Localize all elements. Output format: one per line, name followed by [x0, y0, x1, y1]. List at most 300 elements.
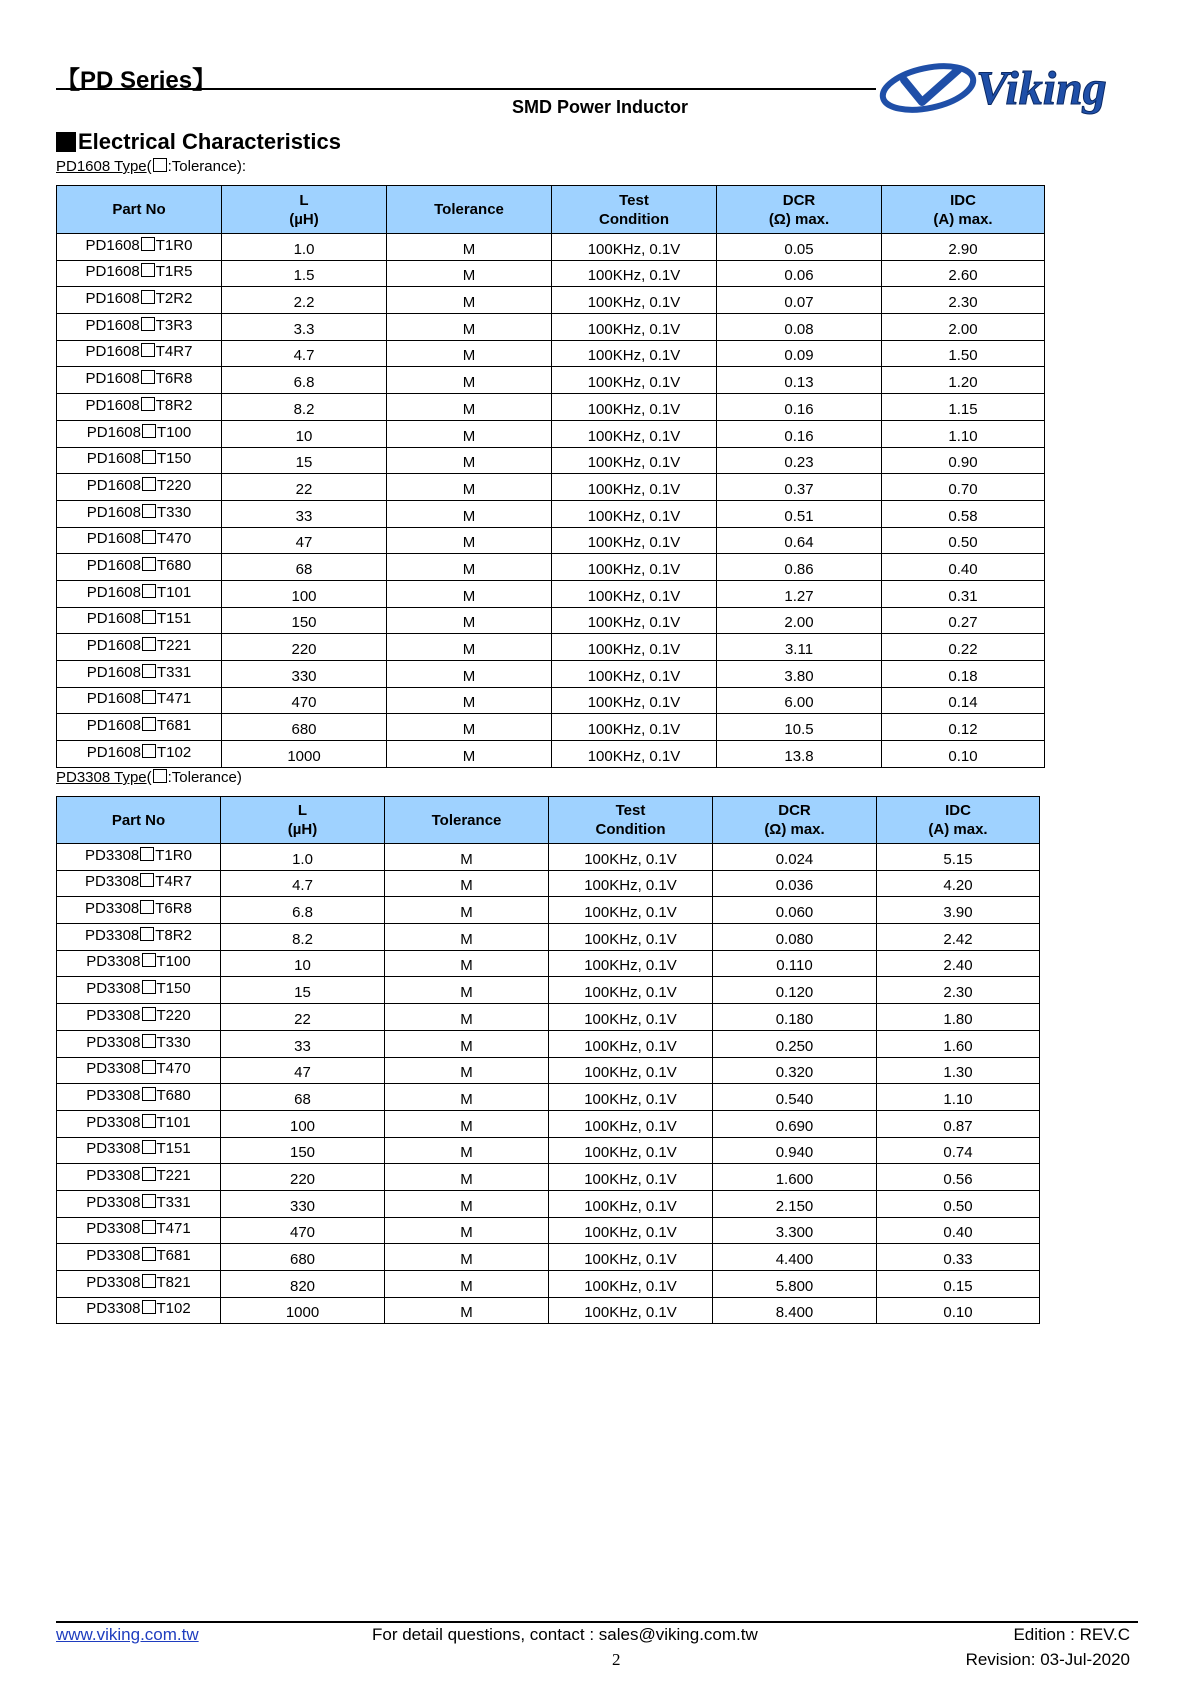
test-condition-cell: 100KHz, 0.1V [549, 1217, 713, 1244]
pd1608-table-body [57, 234, 1045, 768]
inductance-cell: 3.3 [222, 314, 387, 341]
tolerance-box-icon [142, 530, 156, 544]
dcr-cell: 0.540 [713, 1084, 877, 1111]
idc-cell: 0.27 [882, 607, 1045, 634]
tolerance-cell: M [385, 1030, 549, 1057]
test-condition-cell: 100KHz, 0.1V [549, 870, 713, 897]
part-number-cell: PD3308 T220 [57, 1004, 221, 1031]
tolerance-box-icon [142, 980, 156, 994]
table-row [57, 1164, 1040, 1191]
tolerance-cell: M [387, 287, 552, 314]
tolerance-cell: M [387, 661, 552, 688]
table1-caption [56, 158, 246, 175]
tolerance-box-icon [142, 450, 156, 464]
inductance-cell: 47 [221, 1057, 385, 1084]
test-condition-cell: 100KHz, 0.1V [549, 924, 713, 951]
dcr-cell: 0.690 [713, 1110, 877, 1137]
table-row [57, 287, 1045, 314]
table-row [57, 260, 1045, 287]
tolerance-box-icon [142, 1194, 156, 1208]
inductance-cell: 680 [221, 1244, 385, 1271]
tolerance-box-icon [142, 1007, 156, 1021]
inductance-cell: 8.2 [222, 394, 387, 421]
test-condition-cell: 100KHz, 0.1V [549, 1004, 713, 1031]
idc-cell: 0.56 [877, 1164, 1040, 1191]
inductance-cell: 100 [221, 1110, 385, 1137]
inductance-cell: 4.7 [221, 870, 385, 897]
tolerance-cell: M [385, 897, 549, 924]
tolerance-box-icon [141, 370, 155, 384]
inductance-cell: 150 [222, 607, 387, 634]
idc-cell: 1.10 [877, 1084, 1040, 1111]
table-row [57, 554, 1045, 581]
dcr-cell: 0.250 [713, 1030, 877, 1057]
dcr-cell: 0.060 [713, 897, 877, 924]
tolerance-box-icon [141, 263, 155, 277]
tolerance-box-icon [142, 1300, 156, 1314]
dcr-cell: 0.036 [713, 870, 877, 897]
tolerance-box-icon [153, 769, 167, 783]
idc-cell: 2.42 [877, 924, 1040, 951]
idc-cell: 0.87 [877, 1110, 1040, 1137]
part-number-cell: PD1608 T150 [57, 447, 222, 474]
dcr-cell: 0.080 [713, 924, 877, 951]
inductance-cell: 1000 [222, 741, 387, 768]
table-row [57, 607, 1045, 634]
table-row [57, 580, 1045, 607]
tolerance-cell: M [387, 714, 552, 741]
part-number-cell: PD1608 T1R5 [57, 260, 222, 287]
idc-cell: 0.74 [877, 1137, 1040, 1164]
table1-type: PD1608 Type [56, 158, 147, 175]
tolerance-box-icon [142, 690, 156, 704]
table-row [57, 1084, 1040, 1111]
tolerance-cell: M [385, 924, 549, 951]
tolerance-cell: M [387, 500, 552, 527]
pd1608-spec-table [56, 185, 1045, 768]
dcr-cell: 4.400 [713, 1244, 877, 1271]
idc-cell: 2.30 [882, 287, 1045, 314]
tolerance-box-icon [142, 1140, 156, 1154]
tolerance-cell: M [387, 607, 552, 634]
table-row [57, 500, 1045, 527]
test-condition-cell: 100KHz, 0.1V [552, 260, 717, 287]
idc-cell: 0.18 [882, 661, 1045, 688]
tolerance-box-icon [140, 900, 154, 914]
dcr-cell: 5.800 [713, 1271, 877, 1298]
tolerance-cell: M [387, 447, 552, 474]
test-condition-cell: 100KHz, 0.1V [549, 1271, 713, 1298]
table-row [57, 234, 1045, 261]
inductance-cell: 6.8 [221, 897, 385, 924]
tolerance-cell: M [385, 1190, 549, 1217]
test-condition-cell: 100KHz, 0.1V [552, 634, 717, 661]
table-row [57, 1030, 1040, 1057]
test-condition-cell: 100KHz, 0.1V [552, 527, 717, 554]
inductance-cell: 1.5 [222, 260, 387, 287]
series-title: 【PD Series】 [56, 67, 217, 94]
col-header-part-no: Part No [57, 797, 221, 844]
table2-caption [56, 769, 242, 786]
heading-square-icon [56, 132, 76, 152]
col-header-test-condition: Test Condition [552, 186, 717, 234]
idc-cell: 0.10 [877, 1297, 1040, 1324]
col-header-dcr: DCR (Ω) max. [717, 186, 882, 234]
idc-cell: 0.33 [877, 1244, 1040, 1271]
inductance-cell: 1.0 [222, 234, 387, 261]
test-condition-cell: 100KHz, 0.1V [552, 340, 717, 367]
part-number-cell: PD1608 T8R2 [57, 394, 222, 421]
test-condition-cell: 100KHz, 0.1V [552, 474, 717, 501]
table-row [57, 1190, 1040, 1217]
test-condition-cell: 100KHz, 0.1V [549, 977, 713, 1004]
table2-type: PD3308 Type [56, 769, 147, 786]
tolerance-box-icon [142, 744, 156, 758]
col-header-part-no: Part No [57, 186, 222, 234]
dcr-cell: 1.27 [717, 580, 882, 607]
idc-cell: 1.60 [877, 1030, 1040, 1057]
idc-cell: 0.15 [877, 1271, 1040, 1298]
inductance-cell: 1000 [221, 1297, 385, 1324]
tolerance-box-icon [140, 873, 154, 887]
part-number-cell: PD1608 T331 [57, 661, 222, 688]
tolerance-cell: M [385, 1084, 549, 1111]
part-number-cell: PD3308 T331 [57, 1190, 221, 1217]
tolerance-box-icon [140, 847, 154, 861]
part-number-cell: PD3308 T471 [57, 1217, 221, 1244]
idc-cell: 0.22 [882, 634, 1045, 661]
revision-text: Revision: 03-Jul-2020 [965, 1650, 1130, 1669]
test-condition-cell: 100KHz, 0.1V [552, 234, 717, 261]
test-condition-cell: 100KHz, 0.1V [552, 447, 717, 474]
dcr-cell: 2.150 [713, 1190, 877, 1217]
tolerance-box-icon [142, 477, 156, 491]
document-subtitle: SMD Power Inductor [511, 97, 688, 117]
part-number-cell: PD3308 T8R2 [57, 924, 221, 951]
tolerance-box-icon [141, 290, 155, 304]
part-number-cell: PD1608 T330 [57, 500, 222, 527]
pd3308-table-body [57, 844, 1040, 1324]
inductance-cell: 68 [222, 554, 387, 581]
tolerance-cell: M [387, 554, 552, 581]
dcr-cell: 3.80 [717, 661, 882, 688]
inductance-cell: 22 [222, 474, 387, 501]
part-number-cell: PD1608 T6R8 [57, 367, 222, 394]
viking-logo [876, 54, 1152, 122]
tolerance-cell: M [385, 1137, 549, 1164]
tolerance-cell: M [385, 844, 549, 871]
dcr-cell: 0.16 [717, 394, 882, 421]
tolerance-box-icon [153, 158, 167, 172]
part-number-cell: PD1608 T680 [57, 554, 222, 581]
tolerance-box-icon [142, 424, 156, 438]
part-number-cell: PD1608 T102 [57, 741, 222, 768]
dcr-cell: 0.940 [713, 1137, 877, 1164]
table-row [57, 661, 1045, 688]
tolerance-cell: M [385, 870, 549, 897]
tolerance-box-icon [142, 637, 156, 651]
dcr-cell: 10.5 [717, 714, 882, 741]
test-condition-cell: 100KHz, 0.1V [549, 1297, 713, 1324]
dcr-cell: 0.64 [717, 527, 882, 554]
tolerance-cell: M [385, 1004, 549, 1031]
page-number: 2 [612, 1650, 621, 1669]
inductance-cell: 33 [222, 500, 387, 527]
test-condition-cell: 100KHz, 0.1V [552, 661, 717, 688]
tolerance-box-icon [141, 397, 155, 411]
tolerance-box-icon [142, 610, 156, 624]
part-number-cell: PD1608 T4R7 [57, 340, 222, 367]
inductance-cell: 15 [221, 977, 385, 1004]
test-condition-cell: 100KHz, 0.1V [552, 554, 717, 581]
dcr-cell: 0.320 [713, 1057, 877, 1084]
inductance-cell: 22 [221, 1004, 385, 1031]
test-condition-cell: 100KHz, 0.1V [552, 687, 717, 714]
table-row [57, 1271, 1040, 1298]
part-number-cell: PD1608 T1R0 [57, 234, 222, 261]
part-number-cell: PD3308 T821 [57, 1271, 221, 1298]
inductance-cell: 68 [221, 1084, 385, 1111]
dcr-cell: 0.16 [717, 420, 882, 447]
col-header-inductance: L (µH) [221, 797, 385, 844]
dcr-cell: 2.00 [717, 607, 882, 634]
idc-cell: 0.50 [877, 1190, 1040, 1217]
table-row [57, 714, 1045, 741]
inductance-cell: 1.0 [221, 844, 385, 871]
section-heading [56, 129, 341, 155]
test-condition-cell: 100KHz, 0.1V [549, 1244, 713, 1271]
dcr-cell: 0.05 [717, 234, 882, 261]
idc-cell: 1.10 [882, 420, 1045, 447]
part-number-cell: PD3308 T681 [57, 1244, 221, 1271]
tolerance-box-icon [141, 343, 155, 357]
tolerance-box-icon [142, 584, 156, 598]
inductance-cell: 10 [222, 420, 387, 447]
idc-cell: 0.58 [882, 500, 1045, 527]
idc-cell: 2.30 [877, 977, 1040, 1004]
part-number-cell: PD1608 T100 [57, 420, 222, 447]
inductance-cell: 680 [222, 714, 387, 741]
part-number-cell: PD1608 T101 [57, 580, 222, 607]
idc-cell: 1.30 [877, 1057, 1040, 1084]
inductance-cell: 100 [222, 580, 387, 607]
idc-cell: 0.90 [882, 447, 1045, 474]
inductance-cell: 10 [221, 950, 385, 977]
tolerance-cell: M [387, 527, 552, 554]
tolerance-cell: M [385, 1217, 549, 1244]
test-condition-cell: 100KHz, 0.1V [552, 367, 717, 394]
dcr-cell: 6.00 [717, 687, 882, 714]
edition-text: Edition : REV.C [1013, 1625, 1130, 1644]
idc-cell: 0.12 [882, 714, 1045, 741]
tolerance-box-icon [142, 1034, 156, 1048]
dcr-cell: 0.37 [717, 474, 882, 501]
tolerance-cell: M [387, 314, 552, 341]
idc-cell: 1.50 [882, 340, 1045, 367]
table-row [57, 924, 1040, 951]
inductance-cell: 220 [221, 1164, 385, 1191]
viking-emblem-icon [879, 59, 977, 117]
test-condition-cell: 100KHz, 0.1V [552, 500, 717, 527]
test-condition-cell: 100KHz, 0.1V [552, 394, 717, 421]
part-number-cell: PD3308 T680 [57, 1084, 221, 1111]
tolerance-cell: M [387, 634, 552, 661]
table1-caption-post: :Tolerance): [167, 158, 246, 175]
tolerance-box-icon [141, 237, 155, 251]
test-condition-cell: 100KHz, 0.1V [549, 1110, 713, 1137]
section-heading-text: Electrical Characteristics [78, 129, 341, 154]
tolerance-cell: M [385, 1244, 549, 1271]
tolerance-cell: M [385, 1164, 549, 1191]
tolerance-box-icon [142, 1220, 156, 1234]
dcr-cell: 3.11 [717, 634, 882, 661]
test-condition-cell: 100KHz, 0.1V [552, 714, 717, 741]
tolerance-cell: M [385, 1057, 549, 1084]
part-number-cell: PD3308 T102 [57, 1297, 221, 1324]
part-number-cell: PD3308 T100 [57, 950, 221, 977]
tolerance-cell: M [387, 340, 552, 367]
table-row [57, 634, 1045, 661]
tolerance-box-icon [142, 1060, 156, 1074]
idc-cell: 1.20 [882, 367, 1045, 394]
tolerance-box-icon [142, 1167, 156, 1181]
tolerance-cell: M [385, 977, 549, 1004]
test-condition-cell: 100KHz, 0.1V [552, 287, 717, 314]
tolerance-box-icon [142, 1247, 156, 1261]
table-row [57, 1110, 1040, 1137]
website-link[interactable]: www.viking.com.tw [56, 1625, 199, 1644]
tolerance-cell: M [385, 1297, 549, 1324]
table-row [57, 420, 1045, 447]
part-number-cell: PD3308 T101 [57, 1110, 221, 1137]
inductance-cell: 820 [221, 1271, 385, 1298]
part-number-cell: PD1608 T471 [57, 687, 222, 714]
table-row [57, 1217, 1040, 1244]
table-row [57, 474, 1045, 501]
dcr-cell: 0.23 [717, 447, 882, 474]
part-number-cell: PD3308 T151 [57, 1137, 221, 1164]
idc-cell: 0.31 [882, 580, 1045, 607]
part-number-cell: PD1608 T681 [57, 714, 222, 741]
idc-cell: 0.40 [877, 1217, 1040, 1244]
col-header-inductance: L (µH) [222, 186, 387, 234]
tolerance-cell: M [385, 950, 549, 977]
table-row [57, 741, 1045, 768]
tolerance-box-icon [141, 317, 155, 331]
table-row [57, 977, 1040, 1004]
footer-rule [56, 1621, 1138, 1623]
table-row [57, 1137, 1040, 1164]
idc-cell: 4.20 [877, 870, 1040, 897]
tolerance-box-icon [142, 717, 156, 731]
dcr-cell: 13.8 [717, 741, 882, 768]
dcr-cell: 0.13 [717, 367, 882, 394]
contact-text: For detail questions, contact : sales@viking.com.tw [372, 1625, 758, 1644]
inductance-cell: 150 [221, 1137, 385, 1164]
inductance-cell: 33 [221, 1030, 385, 1057]
table-row [57, 844, 1040, 871]
tolerance-box-icon [142, 1274, 156, 1288]
inductance-cell: 6.8 [222, 367, 387, 394]
viking-wordmark: Viking [976, 62, 1107, 115]
table1-caption-pre: ( [146, 158, 152, 175]
dcr-cell: 0.86 [717, 554, 882, 581]
table-row [57, 687, 1045, 714]
part-number-cell: PD1608 T151 [57, 607, 222, 634]
part-number-cell: PD3308 T330 [57, 1030, 221, 1057]
col-header-idc: IDC (A) max. [882, 186, 1045, 234]
part-number-cell: PD1608 T470 [57, 527, 222, 554]
inductance-cell: 47 [222, 527, 387, 554]
table-row [57, 527, 1045, 554]
tolerance-cell: M [387, 741, 552, 768]
test-condition-cell: 100KHz, 0.1V [552, 314, 717, 341]
dcr-cell: 0.08 [717, 314, 882, 341]
part-number-cell: PD1608 T220 [57, 474, 222, 501]
col-header-test-condition: Test Condition [549, 797, 713, 844]
idc-cell: 5.15 [877, 844, 1040, 871]
table-row [57, 1297, 1040, 1324]
test-condition-cell: 100KHz, 0.1V [552, 741, 717, 768]
dcr-cell: 0.110 [713, 950, 877, 977]
table-row [57, 447, 1045, 474]
tolerance-box-icon [142, 953, 156, 967]
tolerance-box-icon [142, 504, 156, 518]
dcr-cell: 0.120 [713, 977, 877, 1004]
tolerance-cell: M [387, 260, 552, 287]
table-row [57, 897, 1040, 924]
dcr-cell: 0.024 [713, 844, 877, 871]
table2-caption-pre: ( [146, 769, 152, 786]
table-row [57, 1244, 1040, 1271]
tolerance-box-icon [142, 557, 156, 571]
dcr-cell: 0.06 [717, 260, 882, 287]
table-row [57, 340, 1045, 367]
inductance-cell: 8.2 [221, 924, 385, 951]
table-row [57, 314, 1045, 341]
tolerance-cell: M [387, 474, 552, 501]
idc-cell: 0.50 [882, 527, 1045, 554]
dcr-cell: 3.300 [713, 1217, 877, 1244]
idc-cell: 2.40 [877, 950, 1040, 977]
tolerance-box-icon [142, 664, 156, 678]
table-row [57, 394, 1045, 421]
inductance-cell: 220 [222, 634, 387, 661]
part-number-cell: PD3308 T150 [57, 977, 221, 1004]
dcr-cell: 0.09 [717, 340, 882, 367]
idc-cell: 0.14 [882, 687, 1045, 714]
dcr-cell: 0.07 [717, 287, 882, 314]
test-condition-cell: 100KHz, 0.1V [549, 844, 713, 871]
idc-cell: 0.10 [882, 741, 1045, 768]
tolerance-cell: M [385, 1271, 549, 1298]
idc-cell: 0.70 [882, 474, 1045, 501]
inductance-cell: 470 [221, 1217, 385, 1244]
inductance-cell: 330 [222, 661, 387, 688]
col-header-tolerance: Tolerance [385, 797, 549, 844]
test-condition-cell: 100KHz, 0.1V [549, 950, 713, 977]
test-condition-cell: 100KHz, 0.1V [549, 1057, 713, 1084]
idc-cell: 1.80 [877, 1004, 1040, 1031]
idc-cell: 1.15 [882, 394, 1045, 421]
table-row [57, 870, 1040, 897]
part-number-cell: PD3308 T4R7 [57, 870, 221, 897]
inductance-cell: 15 [222, 447, 387, 474]
dcr-cell: 0.51 [717, 500, 882, 527]
inductance-cell: 2.2 [222, 287, 387, 314]
tolerance-cell: M [387, 580, 552, 607]
part-number-cell: PD3308 T470 [57, 1057, 221, 1084]
